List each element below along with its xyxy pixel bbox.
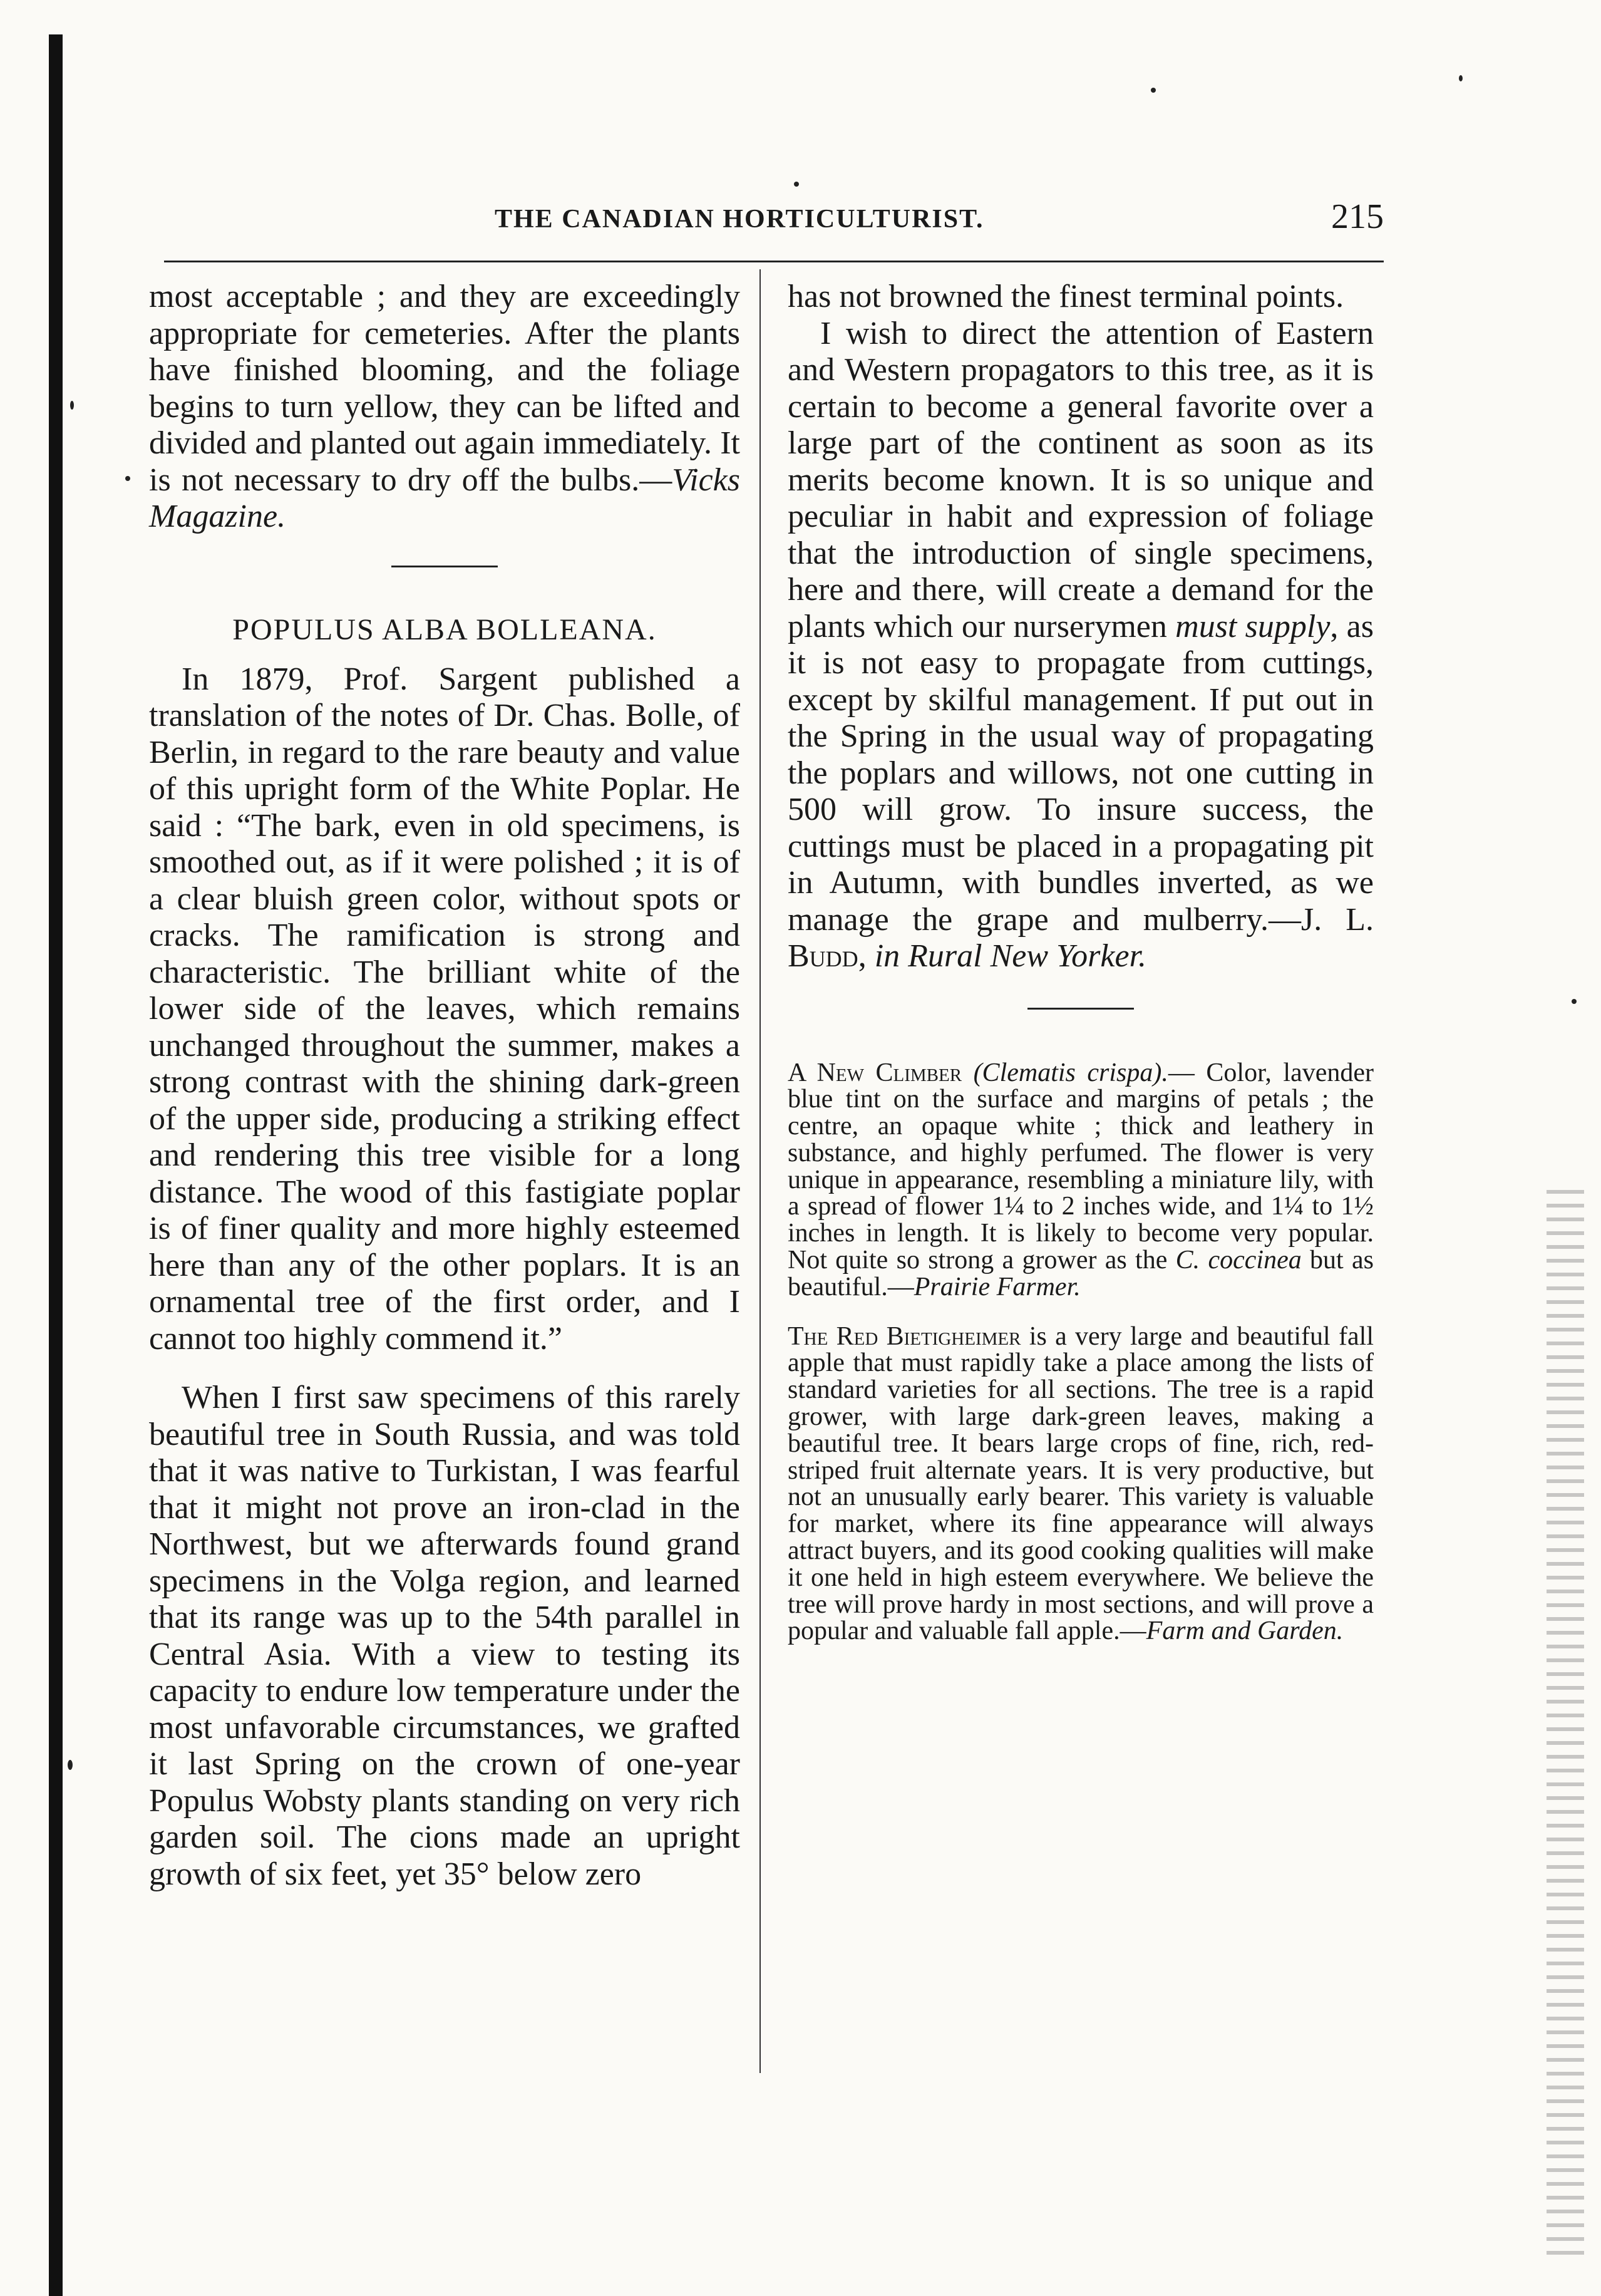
author-name: Budd <box>788 938 858 974</box>
ink-speck <box>125 476 130 481</box>
ink-speck <box>1572 999 1577 1004</box>
note-title: A New Climber <box>788 1058 962 1087</box>
section-rule <box>1027 1008 1134 1010</box>
paragraph-text: I wish to direct the attention of Eastern and Western propagators to this tree, as it is certain to become a general favorite over a large part of the continent as soon as its merits become known. It is so unique and peculiar in habit and expression of foliage that the introduction of single specimens, here and there, will create a demand for the plants which our nurserymen <box>788 315 1374 644</box>
section-rule <box>391 566 498 567</box>
species-name: C. coccinea <box>1175 1246 1302 1275</box>
paragraph: When I first saw specimens of this rarely beautiful tree in South Russia, and was told that it was native to Turkistan, I was fearful that it might not prove an iron-clad in the Northwest, but we afterwards found grand specimens in the Volga region, and learned that its range was up to the 54th parallel in Central Asia. With a view to testing its capacity to endure low temperature under the most unfavorable circumstances, we grafted it last Spring on the crown of one-year Populus Wobsty plants standing on very rich garden soil. The cions made an upright growth of six feet, yet 35° below zero <box>149 1380 740 1892</box>
paragraph <box>149 279 740 535</box>
attribution: Prairie Farmer. <box>914 1272 1081 1301</box>
paragraph-text: is a very large and beautiful fall apple that must rapidly take a place among the lists of standard varieties for all sections. The tree is a rapid grower, with large dark-green leaves, making a beautiful tree. It bears large crops of fine, rich, red-striped fruit alternate years. It is very productive, but not an unusually early bearer. This variety is valuable for market, where its fine appearance will always attract buyers, and its good cooking qualities will make it one held in high esteem everywhere. We believe the tree will prove hardy in most sections, and will prove a popular and valuable fall apple.— <box>788 1321 1374 1646</box>
ink-speck <box>794 182 799 187</box>
attribution: in Rural New Yorker. <box>874 938 1147 974</box>
paragraph-text: , as it is not easy to propagate from cuttings, except by skilful management. If put out in the Spring in the usual way of propagating the poplars and willows, not one cutting in 500 will grow. To insure success, the cuttings must be placed in a propagating pit in Autumn, with bundles inverted, as we manage the grape and mulberry.—J. L. <box>788 608 1374 938</box>
paragraph-text: most acceptable ; and they are exceedingly appropriate for cemeteries. After the plants have finished blooming, and the foliage begins to turn yellow, they can be lifted and divided and planted out again immediately. It is not necessary to dry off the bulbs.— <box>149 279 740 498</box>
note-paragraph <box>788 1060 1374 1301</box>
page-header <box>144 193 1384 243</box>
attribution: Farm and Garden. <box>1146 1616 1344 1646</box>
paragraph-text: — Color, lavender blue tint on the surface and margins of petals ; the centre, an opaque white ; thick and leathery in substance, and highly perfumed. The flower is very unique in appearance, resembling a miniature lily, with a spread of flower 1¼ to 2 inches wide, and 1¼ to 1½ inches in length. It is likely to become very popular. Not quite so strong a grower as the <box>788 1058 1374 1275</box>
emphasis: must supply <box>1175 608 1331 644</box>
paragraph: has not browned the finest terminal points. <box>788 279 1344 314</box>
section-heading: POPULUS ALBA BOLLEANA. <box>232 613 657 646</box>
ink-speck <box>68 1760 73 1770</box>
species-name: (Clematis crispa). <box>962 1058 1168 1087</box>
note-paragraph <box>788 1323 1374 1645</box>
ink-speck <box>1151 88 1156 93</box>
separator: , <box>858 938 875 974</box>
left-column <box>149 279 740 1893</box>
binding-edge <box>49 34 63 2296</box>
paragraph: In 1879, Prof. Sargent published a translation of the notes of Dr. Chas. Bolle, of Berlin, in regard to the rare beauty and value of this upright form of the White Poplar. He said : “The bark, even in old specimens, is smoothed out, as if it were polished ; it is of a clear bluish green color, without spots or cracks. The ramification is strong and characteristic. The brilliant white of the lower side of the leaves, which remains unchanged throughout the summer, makes a strong contrast with the shining dark-green of the upper side, producing a striking effect and rendering this tree visible for a long distance. The wood of this fastigiate poplar is of finer quality and more highly esteemed here than any of the other poplars. It is an ornamental tree of the first order, and I cannot too highly commend it.” <box>149 661 740 1357</box>
column-divider <box>759 269 761 2073</box>
note-title: The Red Bietigheimer <box>788 1321 1021 1351</box>
ink-speck <box>1459 75 1463 81</box>
running-title: THE CANADIAN HORTICULTURIST. <box>495 205 984 234</box>
header-rule <box>164 261 1384 262</box>
right-column <box>788 279 1374 1645</box>
paragraph <box>788 316 1374 975</box>
paragraph-text: but as beautiful.— <box>788 1246 1374 1301</box>
ink-speck <box>70 401 74 410</box>
attribution: Vicks Magazine. <box>149 462 740 534</box>
page-number: 215 <box>1331 197 1384 236</box>
scan-margin-noise <box>1547 1190 1584 2255</box>
